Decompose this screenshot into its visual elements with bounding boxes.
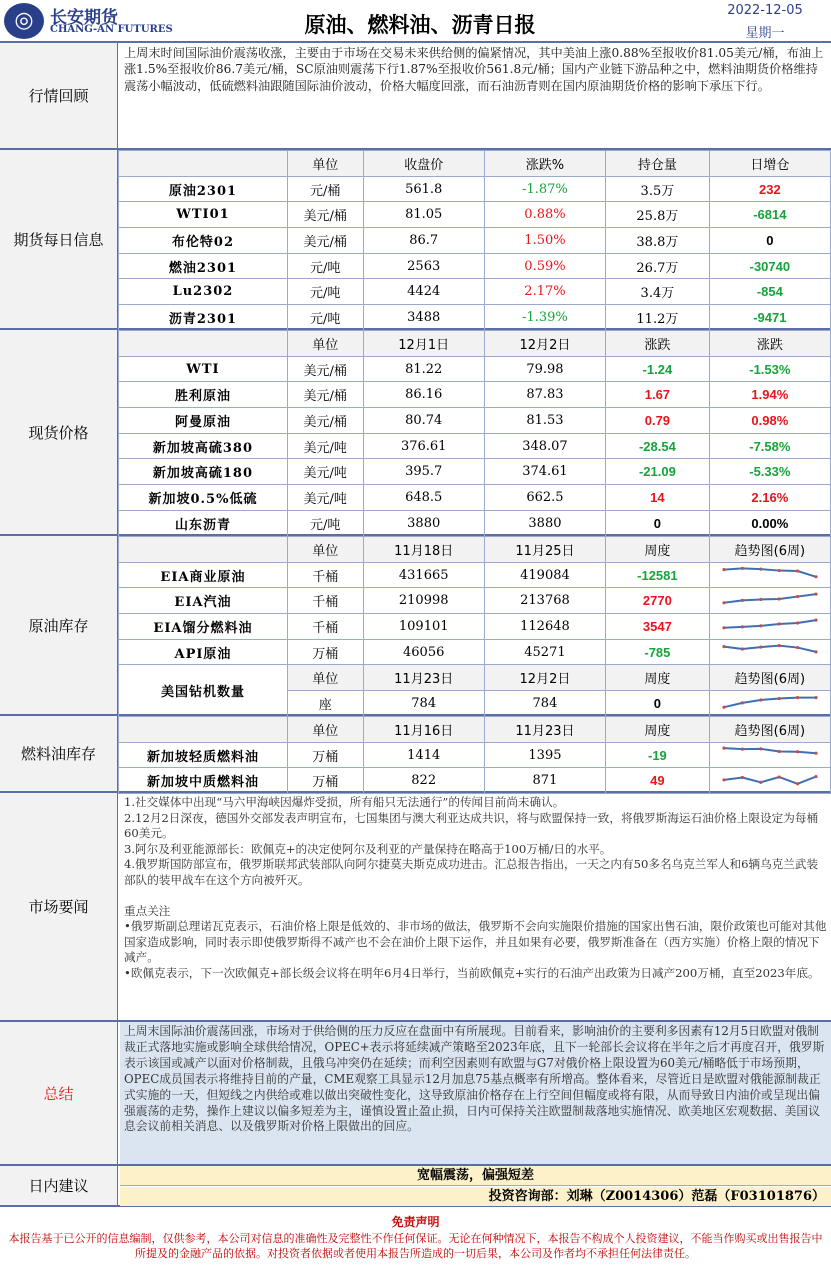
brand-name-en: CHANG-AN FUTURES	[50, 24, 173, 35]
news-item: 2.12月2日深夜，德国外交部发表声明宣布，七国集团与澳大利亚达成共识，将与欧盟保持一致，将俄罗斯海运石油价格上限设定为每桶60美元。	[124, 810, 819, 840]
weekly-change: -785	[606, 639, 710, 665]
trend-point	[759, 625, 762, 628]
trend-point	[796, 646, 799, 649]
summary-text: 上周末国际油价震荡回涨，市场对于供给侧的压力反应在盘面中有所展现。目前看来，影响油价的主要利多因素有12月5日欧盟对俄制裁正式落地实施或影响全球供给情况，OPEC+表示将延续减产策略至2023年底，且下一轮部长会议将在半年之后才再度召开，俄罗斯表示该国或减产以面对价格制裁，且俄乌冲突仍在延续；而利空因素则有欧盟与G7对俄价格上限设置为60美元/桶略低于市场预期，OPEC成员国表示将维持目前的产量，CME观察工具显示12月加息75基点概率有所增高。整体看来，尽管近日是欧盟对俄能源制裁正式实施的一天，但短线之内供给或难以做出突破性变化，这导致原油价格存在上行空间但幅度或将有限，从而导致日内油价或呈现出偏强震荡的走势，操作上建议以偏多短差为主，谨慎设置止盈止损，日内可保持关注欧盟制裁落地实施情况、欧美地区宏观数据、美国议息会议前相关消息、以及俄罗斯对价格上限做出的回应。	[120, 1022, 831, 1164]
table-header-row	[119, 537, 831, 563]
trend-cell	[709, 768, 830, 794]
open-interest: 25.8万	[606, 202, 710, 228]
trend-line	[724, 646, 816, 652]
table-cell: 81.05	[363, 202, 484, 228]
change: -1.24	[606, 356, 710, 382]
change: -21.09	[606, 459, 710, 485]
trend-point	[741, 702, 744, 705]
table-row	[119, 382, 831, 408]
trend-point	[777, 644, 780, 647]
trend-cell	[709, 562, 830, 588]
trend-line	[724, 594, 816, 603]
trend-point	[722, 601, 725, 604]
row-name: 沥青2301	[119, 305, 288, 331]
row-name: API原油	[119, 639, 288, 665]
trend-point	[814, 592, 817, 595]
trend-sparkline	[720, 641, 820, 663]
table-row	[119, 176, 831, 202]
row-name: Lu2302	[119, 279, 288, 305]
trend-point	[814, 752, 817, 755]
news-item: 4.俄罗斯国防部宣布，俄罗斯联邦武装部队向阿尔捷莫夫斯克成功进击。汇总报告指出，一天之内有50多名乌克兰军人和6辆乌克兰武装部队的装甲战车在这个方向被歼灭。	[124, 857, 819, 887]
table-row	[119, 614, 831, 640]
column-header: 趋势图(6周)	[709, 537, 830, 563]
change-pct: 0.98%	[709, 408, 830, 434]
table-row	[119, 588, 831, 614]
trend-point	[741, 626, 744, 629]
column-header: 11月16日	[363, 717, 484, 743]
section-suggestion	[0, 1166, 831, 1207]
table-cell: 千桶	[287, 588, 363, 614]
trend-cell	[709, 691, 830, 717]
trend-point	[796, 569, 799, 572]
table-cell: 112648	[484, 614, 605, 640]
section-label: 原油库存	[0, 536, 118, 714]
trend-point	[759, 598, 762, 601]
news-item: •俄罗斯副总理诺瓦克表示，石油价格上限是低效的、非市场的做法，俄罗斯不会向实施限价措施的国家出售石油，限价政策也可能对其他国家造成影响，同时表示即使俄罗斯得不减产也不会在油价上限下运作，并且如果有必要，俄罗斯准备在（西方实施）价格上限的情况下减产。	[124, 919, 827, 964]
change-pct: 0.00%	[709, 510, 830, 536]
column-header: 11月25日	[484, 537, 605, 563]
table-cell: 3880	[363, 510, 484, 536]
disclaimer	[0, 1207, 831, 1275]
table-cell: 374.61	[484, 459, 605, 485]
section-futures	[0, 150, 831, 330]
column-header: 单位	[287, 331, 363, 357]
column-header: 11月23日	[363, 665, 484, 691]
change-pct: 1.94%	[709, 382, 830, 408]
table-cell: 美元/桶	[287, 356, 363, 382]
news-item: 重点关注	[124, 903, 171, 918]
trend-point	[814, 619, 817, 622]
row-name: 美国钻机数量	[119, 665, 288, 716]
table-row	[119, 202, 831, 228]
row-name: 新加坡高硫380	[119, 433, 288, 459]
weekly-change: 0	[606, 691, 710, 717]
row-name: 新加坡中质燃料油	[119, 768, 288, 794]
trend-point	[814, 696, 817, 699]
table-row	[119, 485, 831, 511]
report-header	[0, 0, 831, 43]
row-name: 布伦特02	[119, 228, 288, 254]
news-item: 1.社交媒体中出现“马六甲海峡因爆炸受损，所有船只无法通行”的传闻目前尚未确认。	[124, 795, 565, 809]
table-cell: 4424	[363, 279, 484, 305]
table-cell: 213768	[484, 588, 605, 614]
trend-sparkline	[720, 615, 820, 637]
table-cell: 3488	[363, 305, 484, 331]
table-row	[119, 510, 831, 536]
change: 14	[606, 485, 710, 511]
weekly-change: 49	[606, 768, 710, 794]
trend-point	[722, 627, 725, 630]
table-row	[119, 433, 831, 459]
table-cell: 81.53	[484, 408, 605, 434]
trend-point	[759, 646, 762, 649]
table-cell: 784	[363, 691, 484, 717]
trend-point	[796, 782, 799, 785]
review-text: 上周末时间国际油价震荡收涨，主要由于市场在交易未来供给侧的偏紧情况，其中美油上涨0.88%至报收价81.05美元/桶，布油上涨1.5%至报收价86.7美元/桶，SC原油则震荡下行1.87%至报收价561.8元/桶；国内产业链下游品种之中，燃料油期货价格维持震荡小幅波动，低硫燃料油跟随国际油价波动，价格大幅度回涨，而石油沥青则在国内原油期货价格的影响下承压下行。	[124, 46, 824, 93]
trend-point	[777, 697, 780, 700]
row-name: 新加坡轻质燃料油	[119, 742, 288, 768]
open-interest: 11.2万	[606, 305, 710, 331]
open-interest: 26.7万	[606, 253, 710, 279]
news-list	[120, 793, 831, 1020]
table-cell: 86.16	[363, 382, 484, 408]
trend-point	[814, 650, 817, 653]
suggestion-view: 宽幅震荡，偏强短差	[120, 1166, 831, 1186]
column-header: 12月2日	[484, 331, 605, 357]
table-cell: 3880	[484, 510, 605, 536]
table-row	[119, 639, 831, 665]
table-cell: 0.88%	[484, 202, 605, 228]
table-cell: 87.83	[484, 382, 605, 408]
row-name: EIA商业原油	[119, 562, 288, 588]
table-cell: 419084	[484, 562, 605, 588]
table-cell: 元/吨	[287, 510, 363, 536]
oi-change: -6814	[709, 202, 830, 228]
table-cell: 千桶	[287, 562, 363, 588]
trend-line	[724, 621, 816, 629]
column-header: 涨跌	[709, 331, 830, 357]
table-cell: 822	[363, 768, 484, 794]
fuel-inventory-table	[118, 716, 831, 794]
table-cell: 2.17%	[484, 279, 605, 305]
row-name: 燃油2301	[119, 253, 288, 279]
column-header: 周度	[606, 717, 710, 743]
table-cell: 109101	[363, 614, 484, 640]
disclaimer-title: 免责声明	[391, 1215, 440, 1229]
table-cell: -1.39%	[484, 305, 605, 331]
trend-point	[777, 569, 780, 572]
table-cell: 2563	[363, 253, 484, 279]
row-name: 山东沥青	[119, 510, 288, 536]
open-interest: 3.4万	[606, 279, 710, 305]
table-row	[119, 459, 831, 485]
table-cell: 美元/吨	[287, 485, 363, 511]
section-label: 期货每日信息	[0, 150, 118, 328]
table-cell: 784	[484, 691, 605, 717]
section-label: 行情回顾	[0, 43, 118, 148]
table-cell: 662.5	[484, 485, 605, 511]
column-header: 持仓量	[606, 151, 710, 177]
table-cell: 美元/桶	[287, 202, 363, 228]
trend-point	[722, 568, 725, 571]
trend-point	[759, 747, 762, 750]
trend-point	[777, 750, 780, 753]
table-cell: 美元/吨	[287, 433, 363, 459]
column-header: 单位	[287, 537, 363, 563]
column-header: 12月2日	[484, 665, 605, 691]
row-name: 原油2301	[119, 176, 288, 202]
trend-point	[777, 775, 780, 778]
column-header: 11月18日	[363, 537, 484, 563]
trend-point	[814, 775, 817, 778]
row-name: WTI01	[119, 202, 288, 228]
trend-sparkline	[720, 564, 820, 586]
row-name: 新加坡高硫180	[119, 459, 288, 485]
change: -28.54	[606, 433, 710, 459]
table-cell: 871	[484, 768, 605, 794]
table-cell: 81.22	[363, 356, 484, 382]
trend-point	[796, 696, 799, 699]
column-header: 涨跌%	[484, 151, 605, 177]
trend-point	[777, 597, 780, 600]
table-cell: 648.5	[363, 485, 484, 511]
row-name: 阿曼原油	[119, 408, 288, 434]
trend-point	[759, 699, 762, 702]
news-item: •欧佩克表示，下一次欧佩克+部长级会议将在明年6月4日举行，当前欧佩克+实行的石油产出政策为日减产200万桶，直至2023年底。	[124, 965, 820, 980]
column-header: 单位	[287, 665, 363, 691]
column-header: 趋势图(6周)	[709, 717, 830, 743]
report-weekday: 星期一	[745, 26, 785, 41]
table-row	[119, 768, 831, 794]
trend-point	[722, 645, 725, 648]
column-header: 12月1日	[363, 331, 484, 357]
trend-cell	[709, 742, 830, 768]
table-cell: 376.61	[363, 433, 484, 459]
trend-sparkline	[720, 692, 820, 714]
table-cell: 美元/桶	[287, 408, 363, 434]
table-cell: 美元/吨	[287, 459, 363, 485]
trend-point	[722, 747, 725, 750]
trend-point	[777, 623, 780, 626]
column-header: 趋势图(6周)	[709, 665, 830, 691]
trend-point	[741, 776, 744, 779]
table-cell: 80.74	[363, 408, 484, 434]
column-header	[119, 717, 288, 743]
table-row	[119, 562, 831, 588]
disclaimer-text: 本报告基于已公开的信息编制，仅供参考，本公司对信息的准确性及完整性不作任何保证。无论在何种情况下，本报告不构成个人投资建议，不能当作购买或出售报告中所提及的金融产品的依据。对投资者依据或者使用本报告所造成的一切后果，本公司及作者均不承担任何法律责任。	[8, 1232, 823, 1260]
table-row	[119, 408, 831, 434]
trend-point	[722, 778, 725, 781]
trend-cell	[709, 588, 830, 614]
column-header: 收盘价	[363, 151, 484, 177]
trend-cell	[709, 639, 830, 665]
table-header-row	[119, 151, 831, 177]
change-pct: -5.33%	[709, 459, 830, 485]
report-date: 2022-12-05	[727, 3, 803, 18]
crude-inventory-table	[118, 536, 831, 717]
trend-line	[724, 776, 816, 783]
table-cell: 431665	[363, 562, 484, 588]
section-news	[0, 793, 831, 1022]
column-header: 周度	[606, 537, 710, 563]
column-header	[119, 151, 288, 177]
table-cell: 万桶	[287, 639, 363, 665]
column-header: 周度	[606, 665, 710, 691]
trend-cell	[709, 614, 830, 640]
table-cell: 元/吨	[287, 305, 363, 331]
trend-point	[814, 575, 817, 578]
brand-name: 长安期货	[50, 8, 118, 28]
table-header-row	[119, 331, 831, 357]
oi-change: -854	[709, 279, 830, 305]
news-item	[124, 888, 827, 904]
section-label: 燃料油库存	[0, 716, 118, 791]
section-label: 现货价格	[0, 330, 118, 534]
table-row	[119, 742, 831, 768]
change-pct: -7.58%	[709, 433, 830, 459]
row-name: EIA馏分燃料油	[119, 614, 288, 640]
change: 1.67	[606, 382, 710, 408]
table-cell: 元/吨	[287, 279, 363, 305]
open-interest: 3.5万	[606, 176, 710, 202]
section-label: 总结	[0, 1022, 118, 1164]
column-header: 单位	[287, 151, 363, 177]
column-header: 单位	[287, 717, 363, 743]
weekly-change: -12581	[606, 562, 710, 588]
weekly-change: -19	[606, 742, 710, 768]
oi-change: -30740	[709, 253, 830, 279]
table-cell: 395.7	[363, 459, 484, 485]
table-row	[119, 253, 831, 279]
table-cell: 美元/桶	[287, 228, 363, 254]
section-label: 市场要闻	[0, 793, 118, 1020]
row-name: EIA汽油	[119, 588, 288, 614]
trend-point	[741, 748, 744, 751]
table-row	[119, 228, 831, 254]
oi-change: 0	[709, 228, 830, 254]
change-pct: 2.16%	[709, 485, 830, 511]
column-header: 涨跌	[606, 331, 710, 357]
trend-point	[796, 750, 799, 753]
weekly-change: 2770	[606, 588, 710, 614]
change: 0.79	[606, 408, 710, 434]
table-cell: 45271	[484, 639, 605, 665]
section-crude-inventory	[0, 536, 831, 716]
trend-point	[796, 595, 799, 598]
oi-change: -9471	[709, 305, 830, 331]
section-spot	[0, 330, 831, 536]
open-interest: 38.8万	[606, 228, 710, 254]
trend-point	[741, 647, 744, 650]
section-fuel-inventory	[0, 716, 831, 793]
rig-header-row	[119, 665, 831, 691]
table-cell: 座	[287, 691, 363, 717]
table-row	[119, 279, 831, 305]
table-cell: 万桶	[287, 768, 363, 794]
change-pct: -1.53%	[709, 356, 830, 382]
table-cell: 46056	[363, 639, 484, 665]
table-header-row	[119, 717, 831, 743]
trend-sparkline	[720, 590, 820, 612]
trend-point	[759, 780, 762, 783]
trend-point	[796, 622, 799, 625]
table-cell: 210998	[363, 588, 484, 614]
table-cell: 1414	[363, 742, 484, 768]
row-name: 新加坡0.5%低硫	[119, 485, 288, 511]
trend-line	[724, 748, 816, 753]
trend-sparkline	[720, 744, 820, 766]
table-cell: 美元/桶	[287, 382, 363, 408]
news-item: 3.阿尔及利亚能源部长：欧佩克+的决定使阿尔及利亚的产量保持在略高于100万桶/日的水平。	[124, 841, 612, 856]
section-summary	[0, 1022, 831, 1166]
trend-point	[759, 568, 762, 571]
table-cell: 79.98	[484, 356, 605, 382]
row-name: WTI	[119, 356, 288, 382]
company-logo-icon: ◎	[4, 3, 44, 39]
section-label: 日内建议	[0, 1166, 118, 1205]
table-cell: 元/桶	[287, 176, 363, 202]
table-cell: 元/吨	[287, 253, 363, 279]
column-header: 11月23日	[484, 717, 605, 743]
table-cell: 86.7	[363, 228, 484, 254]
weekly-change: 3547	[606, 614, 710, 640]
row-name: 胜利原油	[119, 382, 288, 408]
oi-change: 232	[709, 176, 830, 202]
trend-point	[741, 567, 744, 570]
trend-line	[724, 698, 816, 708]
table-cell: 万桶	[287, 742, 363, 768]
change: 0	[606, 510, 710, 536]
trend-sparkline	[720, 770, 820, 792]
table-cell: 千桶	[287, 614, 363, 640]
column-header: 日增仓	[709, 151, 830, 177]
trend-point	[722, 706, 725, 709]
table-cell: 0.59%	[484, 253, 605, 279]
trend-point	[741, 599, 744, 602]
section-review	[0, 43, 831, 150]
table-row	[119, 305, 831, 331]
advisor-credit: 投资咨询部：刘琳（Z0014306）范磊（F03101876）	[120, 1187, 831, 1206]
table-cell: 1.50%	[484, 228, 605, 254]
column-header	[119, 537, 288, 563]
table-cell: 1395	[484, 742, 605, 768]
trend-line	[724, 568, 816, 576]
table-cell: -1.87%	[484, 176, 605, 202]
table-cell: 561.8	[363, 176, 484, 202]
column-header	[119, 331, 288, 357]
spot-table	[118, 330, 831, 537]
report-title: 原油、燃料油、沥青日报	[304, 13, 536, 37]
table-row	[119, 356, 831, 382]
futures-table	[118, 150, 831, 331]
table-cell: 348.07	[484, 433, 605, 459]
